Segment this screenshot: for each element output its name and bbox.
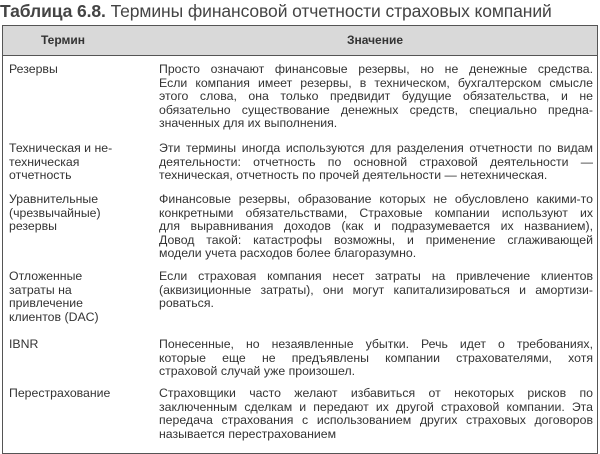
term-line: Техническая и не- bbox=[9, 142, 113, 155]
definition-line: Если страховая компания несет затраты на привлечение клиентов bbox=[159, 270, 593, 283]
term-line: Резервы bbox=[9, 63, 58, 76]
term-line: клиентов (DAC) bbox=[9, 310, 99, 324]
table-caption bbox=[0, 0, 600, 24]
definition-line: Просто означают финансовые резервы, но не денежные средства. bbox=[159, 63, 593, 76]
definition-line: Довод такой: катастрофы возможны, и применение сглаживающей bbox=[159, 233, 593, 247]
term-line: затраты на bbox=[9, 283, 72, 297]
header-meaning: Значение bbox=[346, 33, 404, 47]
term-line: Перестрахование bbox=[9, 387, 111, 400]
definition-line: передача страхования с использованием других страховых договоров bbox=[159, 414, 593, 427]
table-header bbox=[3, 26, 597, 56]
definition-line: этого слова, она только предвидит будущие обязательства, и не bbox=[159, 90, 593, 103]
table-title: Термины финансовой отчетности страховых компаний bbox=[110, 1, 552, 21]
term-cell bbox=[9, 387, 143, 401]
term-cell bbox=[9, 193, 143, 234]
definition-line: Если компания имеет резервы, в техническом, бухгалтерском смысле bbox=[159, 76, 593, 90]
definition-line: (аквизиционные затраты), они могут капитализироваться и амортизи- bbox=[159, 283, 593, 297]
term-cell bbox=[9, 63, 143, 77]
definition-line: Эти термины иногда используются для разделения отчетности по видам bbox=[159, 142, 593, 155]
term-line: резервы bbox=[9, 220, 57, 233]
definition-line: Понесенные, но незаявленные убытки. Речь идет о требованиях, bbox=[159, 338, 593, 351]
definition-cell bbox=[159, 193, 593, 261]
term-line: привлечение bbox=[9, 297, 83, 310]
term-line: Отложенные bbox=[9, 270, 83, 283]
term-line: IBNR bbox=[9, 338, 39, 351]
terms-table bbox=[2, 25, 598, 454]
definition-line: Страховщики часто желают избавиться от некоторых рисков по bbox=[159, 387, 593, 400]
definition-line: которые еще не предъявлены компании страхователями, хотя bbox=[159, 351, 593, 365]
term-cell bbox=[9, 338, 143, 352]
header-term: Термин bbox=[40, 33, 86, 47]
definition-cell bbox=[159, 387, 593, 441]
term-line: отчетность bbox=[9, 169, 72, 182]
definition-cell bbox=[159, 63, 593, 131]
definition-line: значенных для их выполнения. bbox=[159, 117, 338, 130]
definition-line: техническая, отчетность по прочей деятельности — нетехническая. bbox=[159, 169, 548, 182]
definition-cell bbox=[159, 338, 593, 379]
definition-line: деятельности: отчетность по основной страховой деятельности — bbox=[159, 155, 593, 169]
term-line: (чрезвычайные) bbox=[9, 206, 101, 220]
definition-line: страховой случай уже произошел. bbox=[159, 365, 356, 378]
term-cell bbox=[9, 270, 143, 324]
definition-line: заключенным сделкам и передают их другой страховой компании. Эта bbox=[159, 400, 593, 414]
definition-line: модели учета расходов более благоразумно. bbox=[159, 247, 417, 260]
term-line: техническая bbox=[9, 155, 80, 169]
table-number: Таблица 6.8. bbox=[0, 1, 106, 21]
definition-line: обязательно существование денежных средств, специально предна- bbox=[159, 103, 593, 117]
definition-line: для выравнивания доходов (как и подразумевается их названием), bbox=[159, 220, 593, 233]
definition-line: Финансовые резервы, образование которых не обусловлено какими-то bbox=[159, 193, 593, 206]
definition-line: называется перестрахованием bbox=[159, 427, 337, 441]
term-cell bbox=[9, 142, 143, 183]
definition-cell bbox=[159, 270, 593, 311]
definition-line: роваться. bbox=[159, 297, 214, 310]
definition-line: конкретными обязательствами, Страховые компании используют их bbox=[159, 206, 593, 220]
definition-cell bbox=[159, 142, 593, 183]
term-line: Уравнительные bbox=[9, 193, 99, 206]
